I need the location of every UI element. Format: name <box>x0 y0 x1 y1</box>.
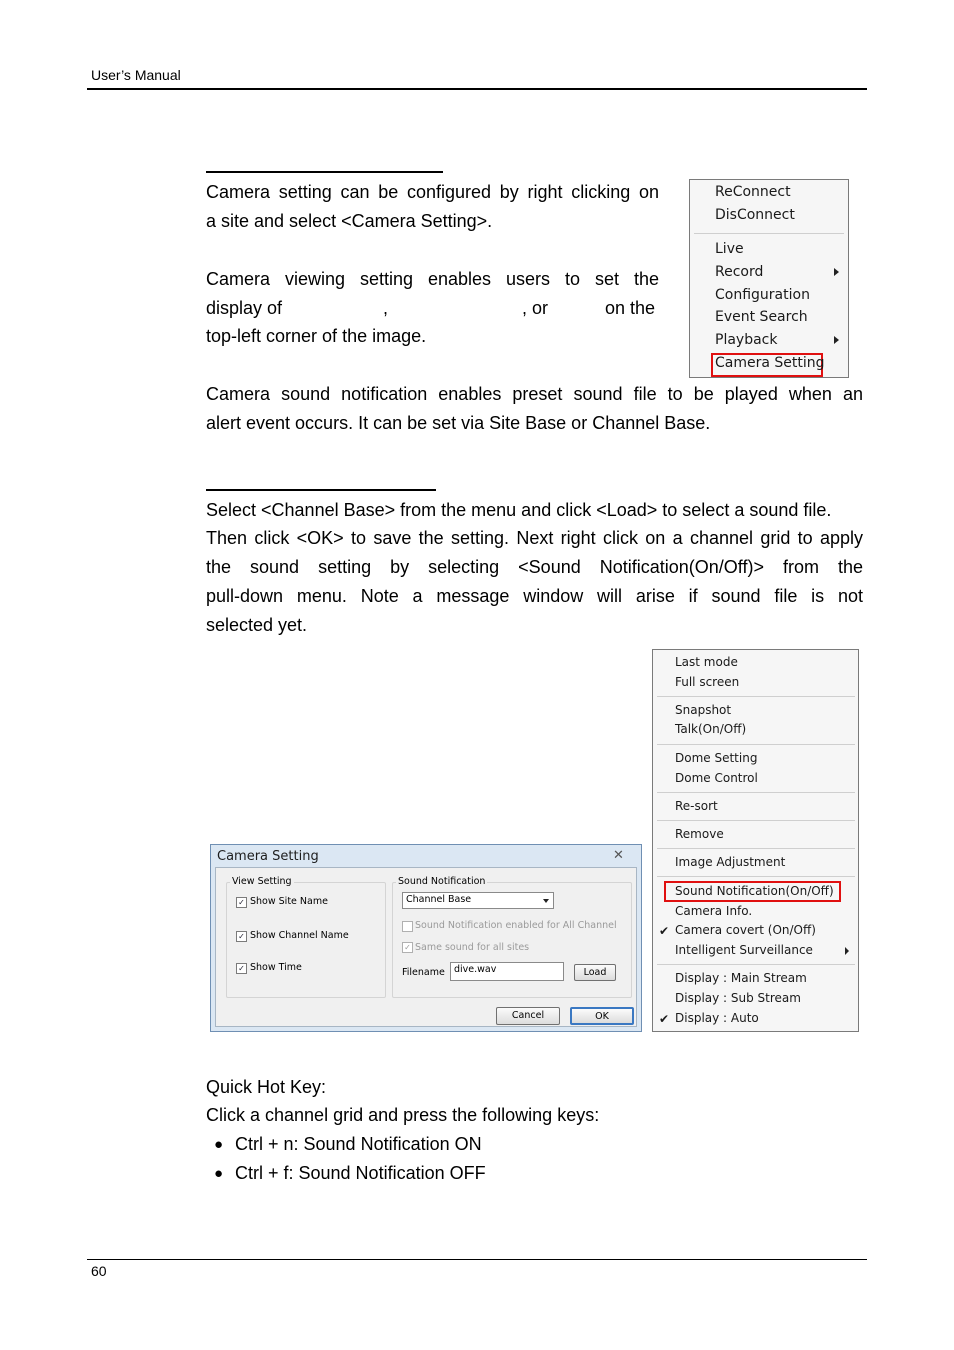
paragraph-fragment: , or <box>522 298 549 318</box>
hotkey-item: Ctrl + f: Sound Notification OFF <box>235 1163 486 1183</box>
checkmark-icon: ✔ <box>659 924 670 938</box>
section-heading-rule <box>206 171 443 173</box>
paragraph-line: Select <Channel Base> from the menu and click <Load> to select a sound file. <box>206 500 832 520</box>
paragraph-line: Then click <OK> to save the setting. Next right click on a channel grid to apply <box>206 528 863 548</box>
paragraph-line: Camera sound notification enables preset sound file to be played when an <box>206 384 863 404</box>
checkbox-label: Sound Notification enabled for All Channel <box>415 920 617 931</box>
paragraph-line: Camera setting can be configured by right clicking on <box>206 182 659 202</box>
hotkey-title: Quick Hot Key: <box>206 1077 327 1097</box>
menu-item-display-sub-stream[interactable]: Display : Sub Stream <box>675 991 801 1005</box>
menu-item-snapshot[interactable]: Snapshot <box>675 703 732 717</box>
chevron-down-icon <box>543 899 549 903</box>
menu-item-talk[interactable]: Talk(On/Off) <box>675 722 747 736</box>
filename-input[interactable]: dive.wav <box>450 962 564 981</box>
menu-item-record[interactable]: Record <box>715 264 764 280</box>
submenu-arrow-icon <box>845 947 849 955</box>
menu-separator <box>657 744 855 745</box>
menu-item-intelligent-surveillance[interactable]: Intelligent Surveillance <box>675 943 813 957</box>
paragraph-line: selected yet. <box>206 615 308 635</box>
dialog-title: Camera Setting <box>217 849 319 864</box>
menu-separator <box>657 964 855 965</box>
ok-button[interactable]: OK <box>570 1007 634 1025</box>
menu-separator <box>657 696 855 697</box>
site-context-menu <box>689 179 849 378</box>
submenu-arrow-icon <box>834 268 839 276</box>
enabled-all-checkbox[interactable] <box>402 921 413 932</box>
checkmark-icon: ✔ <box>659 1012 670 1026</box>
submenu-arrow-icon <box>834 336 839 344</box>
checkbox-label: Same sound for all sites <box>415 942 530 953</box>
menu-item-remove[interactable]: Remove <box>675 827 724 841</box>
menu-separator <box>657 848 855 849</box>
menu-item-image-adjustment[interactable]: Image Adjustment <box>675 855 786 869</box>
same-sound-checkbox[interactable]: ✓ <box>402 942 413 953</box>
menu-item-dome-setting[interactable]: Dome Setting <box>675 751 758 765</box>
checkbox-label: Show Time <box>250 962 302 973</box>
menu-item-full-screen[interactable]: Full screen <box>675 675 740 689</box>
checkbox-label: Show Channel Name <box>250 930 349 941</box>
menu-item-camera-covert[interactable]: Camera covert (On/Off) <box>675 923 816 937</box>
page-number: 60 <box>91 1263 107 1279</box>
camera-setting-dialog <box>210 844 642 1032</box>
dialog-body <box>215 867 637 1027</box>
group-label: View Setting <box>232 876 292 887</box>
bullet-icon: ● <box>214 1165 224 1182</box>
menu-item-configuration[interactable]: Configuration <box>715 287 810 303</box>
menu-item-camera-info[interactable]: Camera Info. <box>675 904 753 918</box>
running-header: User’s Manual <box>91 67 181 83</box>
channel-context-menu <box>652 649 859 1032</box>
menu-item-event-search[interactable]: Event Search <box>715 309 808 325</box>
show-channel-name-checkbox[interactable]: ✓ <box>236 931 247 942</box>
header-rule <box>87 88 867 90</box>
paragraph-line: top-left corner of the image. <box>206 326 427 346</box>
checkbox-label: Show Site Name <box>250 896 328 907</box>
menu-separator <box>657 792 855 793</box>
paragraph-line: alert event occurs. It can be set via Site Base or Channel Base. <box>206 413 711 433</box>
base-select[interactable] <box>402 892 554 909</box>
menu-item-disconnect[interactable]: DisConnect <box>715 207 795 223</box>
menu-item-last-mode[interactable]: Last mode <box>675 655 738 669</box>
paragraph-line: pull-down menu. Note a message window will arise if sound file is not <box>206 586 863 606</box>
menu-separator <box>694 233 844 234</box>
menu-item-dome-control[interactable]: Dome Control <box>675 771 758 785</box>
show-site-name-checkbox[interactable]: ✓ <box>236 897 247 908</box>
menu-item-display-main-stream[interactable]: Display : Main Stream <box>675 971 807 985</box>
section-heading-rule <box>206 489 436 491</box>
paragraph-line: Camera viewing setting enables users to set the <box>206 269 659 289</box>
load-button[interactable]: Load <box>574 964 616 981</box>
bullet-icon: ● <box>214 1136 224 1153</box>
close-icon[interactable]: ✕ <box>613 847 624 862</box>
filename-label: Filename <box>402 967 445 978</box>
menu-item-re-sort[interactable]: Re-sort <box>675 799 718 813</box>
menu-item-display-auto[interactable]: Display : Auto <box>675 1011 759 1025</box>
hotkey-intro: Click a channel grid and press the following keys: <box>206 1105 600 1125</box>
cancel-button[interactable]: Cancel <box>496 1007 560 1025</box>
paragraph-line: the sound setting by selecting <Sound Notification(On/Off)> from the <box>206 557 863 577</box>
paragraph-line: a site and select <Camera Setting>. <box>206 211 493 231</box>
paragraph-fragment: on the <box>605 298 656 318</box>
menu-item-live[interactable]: Live <box>715 241 744 257</box>
base-select-value: Channel Base <box>406 894 472 905</box>
hotkey-item: Ctrl + n: Sound Notification ON <box>235 1134 482 1154</box>
footer-rule <box>87 1259 867 1260</box>
menu-item-sound-notification[interactable]: Sound Notification(On/Off) <box>675 884 834 898</box>
paragraph-fragment: display of <box>206 298 283 318</box>
menu-item-reconnect[interactable]: ReConnect <box>715 184 791 200</box>
show-time-checkbox[interactable]: ✓ <box>236 963 247 974</box>
group-label: Sound Notification <box>398 876 486 887</box>
menu-item-playback[interactable]: Playback <box>715 332 778 348</box>
menu-separator <box>657 876 855 877</box>
paragraph-fragment: , <box>383 298 389 318</box>
menu-separator <box>657 820 855 821</box>
menu-item-camera-setting[interactable]: Camera Setting <box>715 355 825 371</box>
